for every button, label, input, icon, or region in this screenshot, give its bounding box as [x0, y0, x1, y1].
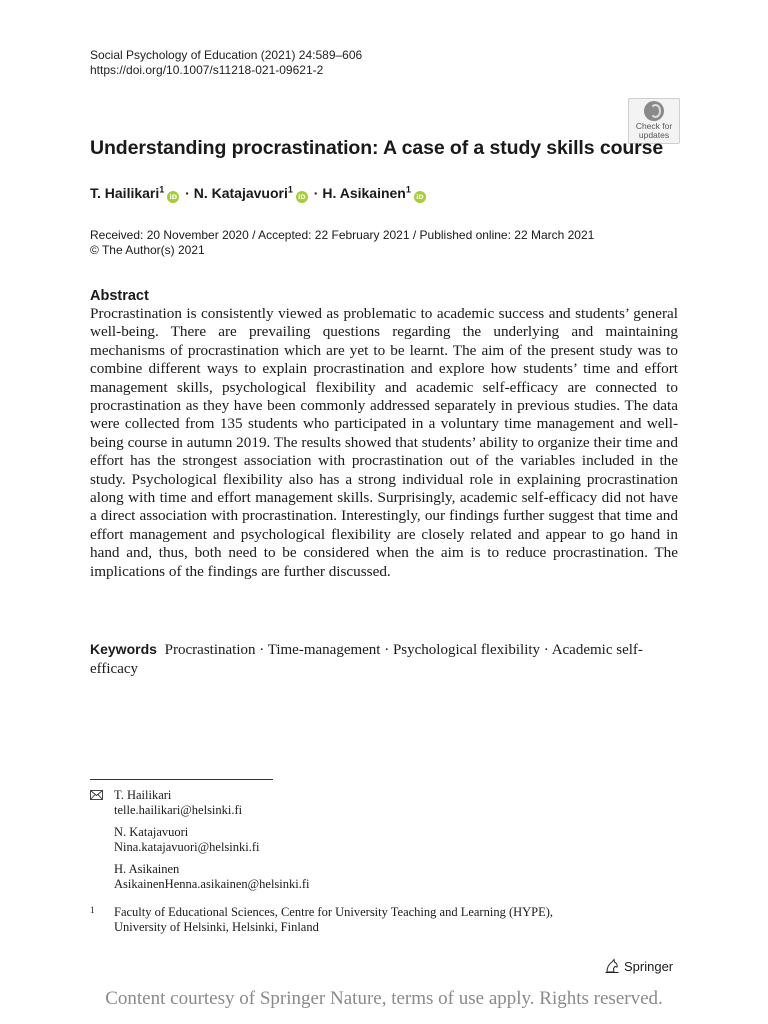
publisher-logo: [604, 958, 673, 974]
contact-name: T. Hailikari: [114, 788, 172, 802]
contact-email[interactable]: Nina.katajavuori@helsinki.fi: [114, 840, 260, 854]
contact-email[interactable]: AsikainenHenna.asikainen@helsinki.fi: [114, 877, 310, 891]
orcid-icon[interactable]: iD: [296, 191, 308, 203]
affiliation-line-1: Faculty of Educational Sciences, Centre for University Teaching and Learning (HYPE),: [114, 905, 554, 919]
orcid-icon[interactable]: iD: [414, 191, 426, 203]
author-affil-mark: 1: [287, 184, 293, 195]
copyright-line: © The Author(s) 2021: [90, 243, 205, 257]
author-name: H. Asikainen: [322, 185, 406, 201]
orcid-icon[interactable]: iD: [167, 191, 179, 203]
author-affil-mark: 1: [405, 184, 411, 195]
contact-name: H. Asikainen: [114, 862, 180, 876]
contact-email[interactable]: telle.hailikari@helsinki.fi: [114, 803, 243, 817]
courtesy-watermark: Content courtesy of Springer Nature, terms of use apply. Rights reserved.: [105, 988, 663, 1009]
contact-entry: [114, 788, 310, 818]
envelope-icon: [90, 790, 103, 800]
keywords-label: Keywords: [90, 641, 157, 657]
author-name: N. Katajavuori: [193, 185, 288, 201]
publisher-name: Springer: [624, 959, 674, 974]
author-affil-mark: 1: [159, 184, 165, 195]
date-history: Received: 20 November 2020 / Accepted: 22 February 2021 / Published online: 22 March 2021: [90, 228, 595, 242]
abstract-heading: Abstract: [90, 288, 149, 304]
badge-line-1: Check for: [635, 121, 673, 131]
author-list: [90, 185, 428, 203]
badge-line-2: updates: [638, 130, 670, 140]
check-updates-icon: [644, 101, 664, 121]
contact-name: N. Katajavuori: [114, 825, 189, 839]
affiliation-text: [114, 905, 553, 935]
publication-dates: [90, 228, 594, 258]
doi-link[interactable]: https://doi.org/10.1007/s11218-021-09621-2: [90, 63, 324, 77]
author-separator: ·: [309, 185, 323, 201]
article-title: Understanding procrastination: A case of a study skills course: [90, 137, 664, 159]
affiliation-mark: 1: [90, 905, 95, 915]
contact-entry: [114, 825, 310, 855]
keywords-list: Procrastination · Time-management · Psychological flexibility · Academic self-efficacy: [90, 642, 643, 677]
author-separator: ·: [181, 185, 194, 201]
footnote-divider: [90, 779, 273, 780]
journal-header: [90, 48, 362, 78]
affiliation-line-2: University of Helsinki, Helsinki, Finland: [114, 920, 319, 934]
corresponding-contacts: [114, 788, 310, 899]
abstract-text: Procrastination is consistently viewed as problematic to academic success and students’ general well-being. There are prevailing questions regarding the underlying and maintaining mechanisms of procrastination which are yet to be learnt. The aim of the present study was to combine different ways to explain procrastination and explore how students’ time and effort management skills, psychological flexibility and academic self-efficacy are connected to procrastination as they have been commonly addressed separately in previous studies. The data were collected from 135 students who participated in a voluntary time management and well-being course in autumn 2019. The results showed that students’ ability to organize their time and effort has the strongest association with procrastination out of the variables included in the study. Psychological flexibility also has a strong individual role in explaining procrastination along with time and effort management skills. Surprisingly, academic self-efficacy did not have a direct association with procrastination. Interestingly, our findings further suggest that time and effort management and psychological flexibility are closely related and appear to go hand in hand and, thus, both need to be considered when the aim is to reduce procrastination. The implications of the findings are further discussed.: [90, 305, 678, 580]
contact-entry: [114, 862, 310, 892]
author-name: T. Hailikari: [90, 185, 160, 201]
springer-horse-icon: [604, 958, 620, 974]
journal-citation: Social Psychology of Education (2021) 24:589–606: [90, 48, 363, 62]
keywords-section: [90, 640, 690, 679]
